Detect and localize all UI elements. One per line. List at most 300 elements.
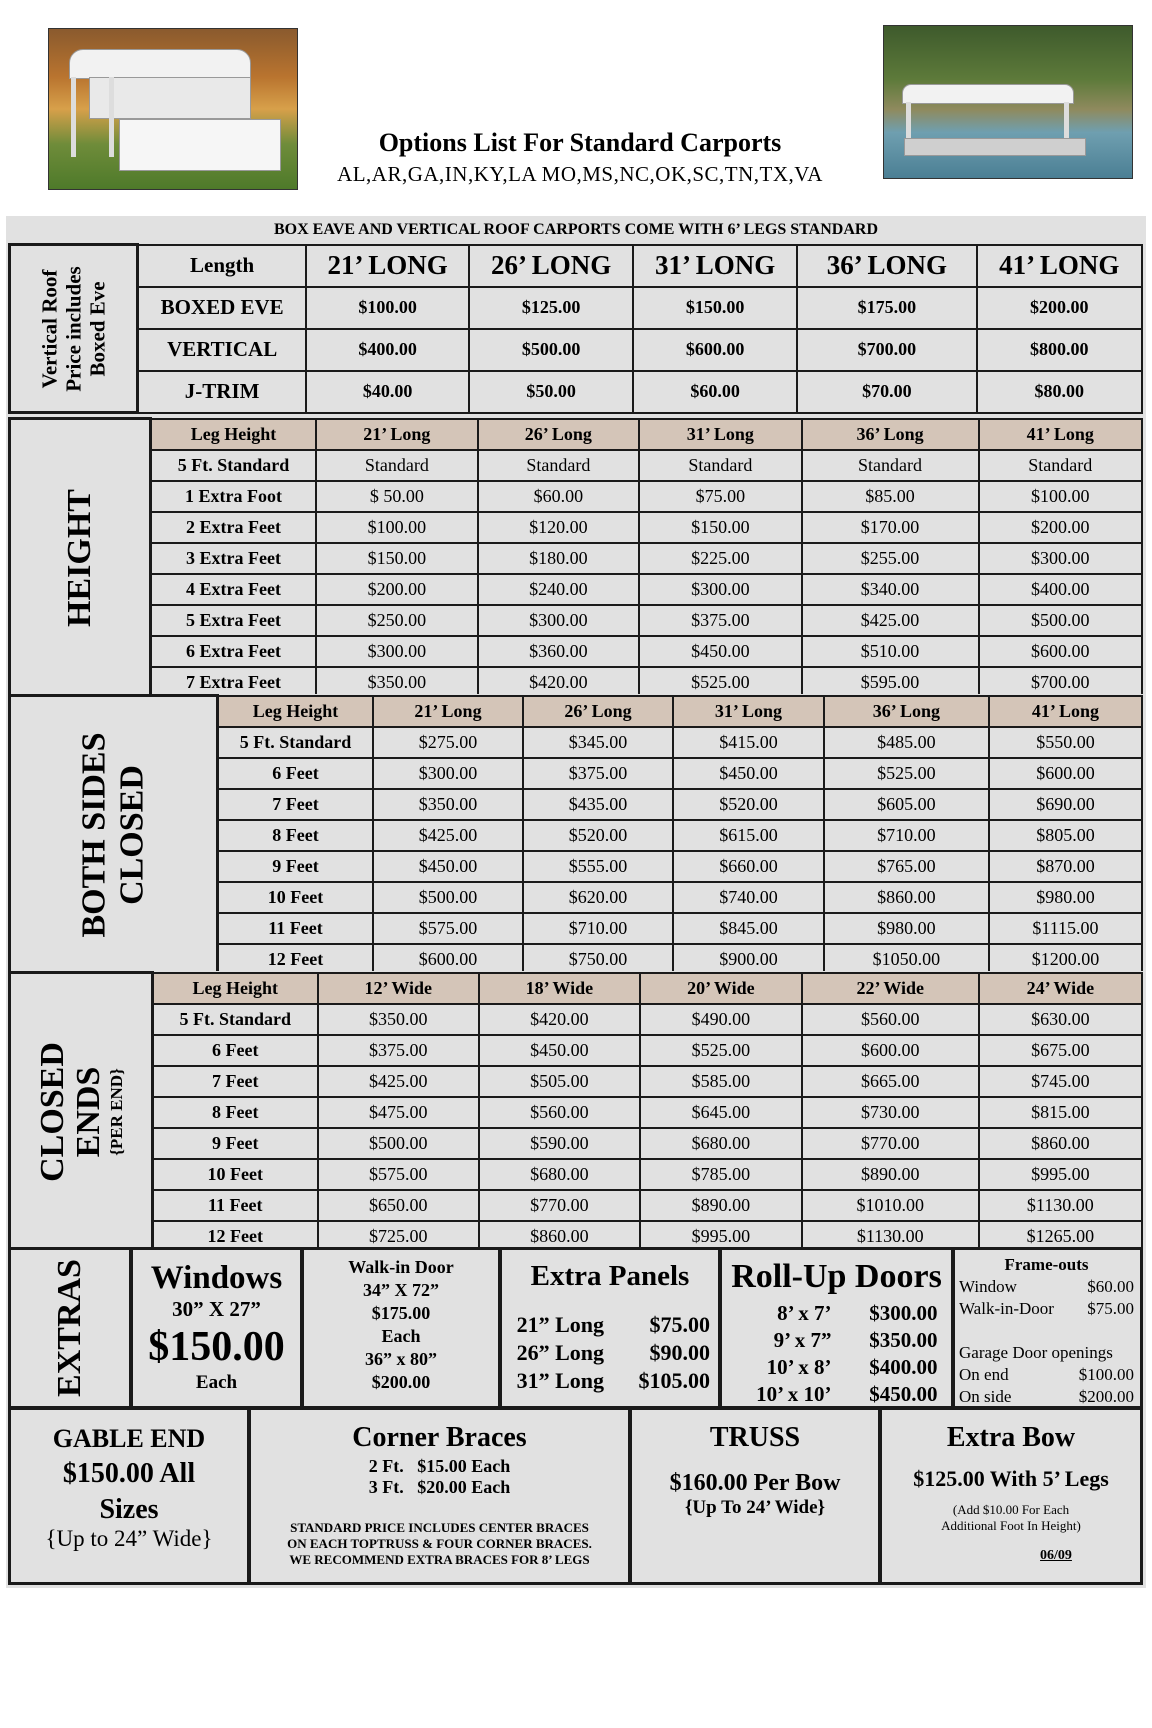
table-cell: $450.00 [639, 636, 801, 667]
table-cell: $375.00 [639, 605, 801, 636]
both-sides-side-label [10, 696, 218, 975]
table-cell: $1010.00 [802, 1190, 979, 1221]
table-cell: $525.00 [824, 758, 989, 789]
table-cell: $700.00 [797, 329, 976, 371]
table-cell: $375.00 [318, 1035, 479, 1066]
table-row [10, 1004, 1143, 1035]
table-row [10, 574, 1143, 605]
row-label: 2 Extra Feet [150, 512, 316, 543]
table-cell: Standard [316, 450, 478, 481]
table-cell: $150.00 [316, 543, 478, 574]
table-cell: $300.00 [316, 636, 478, 667]
table-cell: $730.00 [802, 1097, 979, 1128]
roll-up-doors-box [719, 1247, 954, 1409]
bow-price: $125.00 With 5’ Legs [913, 1466, 1109, 1491]
table-cell: $100.00 [979, 481, 1143, 512]
table-header-cell: 12’ Wide [318, 973, 479, 1004]
corner-note-2: ON EACH TOPTRUSS & FOUR CORNER BRACES. [287, 1536, 592, 1551]
table-cell: $600.00 [373, 944, 523, 975]
table-header-cell: 31’ LONG [633, 245, 797, 287]
table-cell: $525.00 [640, 1035, 802, 1066]
table-cell: $815.00 [979, 1097, 1142, 1128]
gable-price: $150.00 All [62, 1458, 196, 1489]
on-end-label: On end [959, 1365, 1009, 1384]
closed-ends-label-3: {PER END} [106, 1068, 126, 1156]
table-cell: $770.00 [479, 1190, 640, 1221]
table-row [10, 1066, 1143, 1097]
corner-line-1: 2 Ft. $15.00 Each [368, 1456, 511, 1476]
row-label: 5 Extra Feet [150, 605, 316, 636]
table-row [10, 1035, 1143, 1066]
row-label: 5 Ft. Standard [150, 450, 316, 481]
table-cell: $340.00 [802, 574, 979, 605]
table-row [10, 605, 1143, 636]
table-cell: $200.00 [979, 512, 1143, 543]
both-sides-label-2: CLOSED [113, 765, 151, 905]
windows-title: Windows [150, 1260, 283, 1296]
table-cell: $255.00 [802, 543, 979, 574]
table-cell: $300.00 [979, 543, 1143, 574]
closed-ends-label-1: CLOSED [33, 1042, 71, 1182]
row-label: J-TRIM [138, 371, 306, 413]
table-cell: $710.00 [824, 820, 989, 851]
table-cell: $500.00 [373, 882, 523, 913]
table-cell: $300.00 [639, 574, 801, 605]
row-label: 9 Feet [218, 851, 373, 882]
table-row [10, 1190, 1143, 1221]
table-cell: $660.00 [673, 851, 824, 882]
list-item [502, 1367, 718, 1395]
row-label: 11 Feet [152, 1190, 317, 1221]
table-cell: $450.00 [373, 851, 523, 882]
table-cell: $900.00 [673, 944, 824, 975]
table-row [10, 667, 1143, 698]
row-label: 8 Feet [152, 1097, 317, 1128]
table-cell: $995.00 [640, 1221, 802, 1252]
table-cell: $250.00 [316, 605, 478, 636]
list-item [502, 1339, 718, 1367]
table-cell: $575.00 [318, 1159, 479, 1190]
windows-unit: Each [195, 1372, 238, 1393]
table-header-cell: 26’ Long [523, 696, 673, 727]
table-cell: $225.00 [639, 543, 801, 574]
table-header-cell: 41’ Long [979, 419, 1143, 450]
closed-ends-side-label [10, 973, 153, 1252]
table-cell: $350.00 [318, 1004, 479, 1035]
table-cell: $600.00 [633, 329, 797, 371]
walkin-size-1: 34” X 72” [363, 1280, 439, 1300]
table-cell: $425.00 [802, 605, 979, 636]
row-label: 6 Extra Feet [150, 636, 316, 667]
table-cell: $490.00 [640, 1004, 802, 1035]
item-price: $350.00 [869, 1328, 938, 1352]
table-cell: $425.00 [373, 820, 523, 851]
table-cell: $450.00 [479, 1035, 640, 1066]
table-cell: $ 50.00 [316, 481, 478, 512]
table-cell: $300.00 [373, 758, 523, 789]
table-cell: $425.00 [318, 1066, 479, 1097]
table-cell: $700.00 [979, 667, 1143, 698]
table-cell: $860.00 [479, 1221, 640, 1252]
table-cell: $870.00 [989, 851, 1142, 882]
table-cell: $615.00 [673, 820, 824, 851]
windows-price: $150.00 [148, 1324, 285, 1370]
table-cell: $435.00 [523, 789, 673, 820]
height-table [8, 417, 1143, 699]
table-cell: $595.00 [802, 667, 979, 698]
windows-size: 30” X 27” [172, 1297, 261, 1321]
row-label: 6 Feet [152, 1035, 317, 1066]
bow-note-1: (Add $10.00 For Each [952, 1502, 1070, 1517]
extra-panels-box [499, 1247, 721, 1409]
corner-line-2: 3 Ft. $20.00 Each [368, 1477, 511, 1497]
gable-end-box [8, 1407, 250, 1585]
table-header-cell: 36’ LONG [797, 245, 976, 287]
table-cell: $150.00 [633, 287, 797, 329]
on-side-label: On side [959, 1387, 1012, 1406]
table-cell: $1115.00 [989, 913, 1142, 944]
row-label: 1 Extra Foot [150, 481, 316, 512]
table-cell: $100.00 [306, 287, 469, 329]
row-label: 4 Extra Feet [150, 574, 316, 605]
side-label-line: Boxed Eve [85, 280, 110, 377]
table-cell: $500.00 [469, 329, 632, 371]
table-cell: $650.00 [318, 1190, 479, 1221]
list-item [722, 1300, 951, 1327]
table-cell: $1050.00 [824, 944, 989, 975]
table-cell: $415.00 [673, 727, 824, 758]
item-price: $300.00 [869, 1301, 938, 1325]
row-label: 5 Ft. Standard [152, 1004, 317, 1035]
table-cell: $360.00 [478, 636, 640, 667]
table-row [10, 1097, 1143, 1128]
table-cell: $450.00 [673, 758, 824, 789]
extra-bow-box [879, 1407, 1143, 1585]
table-cell: $60.00 [633, 371, 797, 413]
row-label: 11 Feet [218, 913, 373, 944]
table-row [10, 512, 1143, 543]
table-header-cell: 20’ Wide [640, 973, 802, 1004]
closed-ends-table [8, 971, 1143, 1253]
row-label: VERTICAL [138, 329, 306, 371]
walkin-door-box [301, 1247, 501, 1409]
gable-sizes: Sizes [99, 1494, 159, 1525]
table-cell: $645.00 [640, 1097, 802, 1128]
table-cell: $845.00 [673, 913, 824, 944]
windows-box [130, 1247, 303, 1409]
frameout-window-label: Window [959, 1277, 1017, 1296]
table-cell: $560.00 [802, 1004, 979, 1035]
row-label: 12 Feet [218, 944, 373, 975]
table-cell: $525.00 [639, 667, 801, 698]
table-cell: $80.00 [977, 371, 1143, 413]
table-cell: $590.00 [479, 1128, 640, 1159]
table-cell: $1130.00 [802, 1221, 979, 1252]
gable-title: GABLE END [52, 1424, 206, 1453]
item-label: 26” Long [516, 1340, 604, 1365]
table-row [10, 1128, 1143, 1159]
table-cell: $485.00 [824, 727, 989, 758]
corner-note-1: STANDARD PRICE INCLUDES CENTER BRACES [290, 1520, 589, 1535]
table-cell: $505.00 [479, 1066, 640, 1097]
legs-standard-note: BOX EAVE AND VERTICAL ROOF CARPORTS COME WITH 6’ LEGS STANDARD [273, 221, 878, 238]
row-label: 8 Feet [218, 820, 373, 851]
section-header-row [10, 419, 1143, 450]
table-cell: $1130.00 [979, 1190, 1142, 1221]
table-cell: $600.00 [802, 1035, 979, 1066]
table-row [10, 450, 1143, 481]
height-label: HEIGHT [60, 489, 98, 627]
item-label: 31” Long [516, 1368, 604, 1393]
table-cell: $175.00 [797, 287, 976, 329]
table-cell: $600.00 [989, 758, 1142, 789]
row-label: 5 Ft. Standard [218, 727, 373, 758]
row-label: 7 Extra Feet [150, 667, 316, 698]
table-cell: $345.00 [523, 727, 673, 758]
table-cell: $800.00 [977, 329, 1143, 371]
panels-title: Extra Panels [530, 1260, 690, 1292]
table-cell: Standard [979, 450, 1143, 481]
extras-label: EXTRAS [51, 1259, 88, 1397]
table-row [10, 481, 1143, 512]
page-title: Options List For Standard Carports [378, 128, 782, 157]
table-cell: $350.00 [316, 667, 478, 698]
table-cell: $785.00 [640, 1159, 802, 1190]
table-cell: $420.00 [479, 1004, 640, 1035]
table-cell: $750.00 [523, 944, 673, 975]
side-label-line: Price includes [61, 265, 86, 392]
item-label: 10’ x 8’ [766, 1355, 832, 1379]
gable-note: {Up to 24” Wide} [45, 1526, 213, 1551]
row-label: 7 Feet [218, 789, 373, 820]
table-cell: $745.00 [979, 1066, 1142, 1097]
table-header-cell: 36’ Long [802, 419, 979, 450]
corner-braces-box [248, 1407, 631, 1585]
table-cell: $575.00 [373, 913, 523, 944]
table-cell: $665.00 [802, 1066, 979, 1097]
table-cell: $585.00 [640, 1066, 802, 1097]
bow-note-2: Additional Foot In Height) [941, 1518, 1081, 1533]
table-cell: $770.00 [802, 1128, 979, 1159]
walkin-title: Walk-in Door [348, 1257, 454, 1277]
table-header-cell: 21’ Long [373, 696, 523, 727]
table-cell: $805.00 [989, 820, 1142, 851]
table-cell: $630.00 [979, 1004, 1142, 1035]
on-side-price: $200.00 [1078, 1387, 1134, 1406]
table-row [10, 543, 1143, 574]
table-cell: $500.00 [979, 605, 1143, 636]
corner-title: Corner Braces [352, 1422, 527, 1453]
table-cell: Standard [639, 450, 801, 481]
table-header-cell: 41’ Long [989, 696, 1142, 727]
both-sides-closed-table [8, 694, 1143, 976]
table-cell: $350.00 [373, 789, 523, 820]
table-cell: $550.00 [989, 727, 1142, 758]
table-header-cell: Leg Height [150, 419, 316, 450]
bow-title: Extra Bow [946, 1422, 1076, 1453]
table-cell: $400.00 [979, 574, 1143, 605]
list-item [722, 1354, 951, 1381]
table-cell: $890.00 [640, 1190, 802, 1221]
frameout-walkin-price: $75.00 [1087, 1299, 1134, 1318]
revision-date: 06/09 [1040, 1548, 1072, 1563]
side-label-line: Vertical Roof [37, 269, 62, 388]
table-cell: $675.00 [979, 1035, 1142, 1066]
table-header-cell: 41’ LONG [977, 245, 1143, 287]
walkin-unit: Each [381, 1326, 421, 1346]
base-price-table [8, 243, 1143, 414]
walkin-size-2: 36” x 80” [365, 1349, 437, 1369]
table-cell: $995.00 [979, 1159, 1142, 1190]
table-cell: $980.00 [824, 913, 989, 944]
boat-carport-photo-right [883, 25, 1133, 179]
item-label: 10’ x 10’ [756, 1382, 832, 1406]
table-header-cell: 26’ Long [478, 419, 640, 450]
table-cell: $275.00 [373, 727, 523, 758]
table-cell: $75.00 [639, 481, 801, 512]
table-row [10, 371, 1143, 413]
table-cell: $680.00 [479, 1159, 640, 1190]
table-cell: $300.00 [478, 605, 640, 636]
table-header-cell: 24’ Wide [979, 973, 1142, 1004]
extras-side-label [8, 1247, 132, 1409]
table-header-cell: 22’ Wide [802, 973, 979, 1004]
row-label: 12 Feet [152, 1221, 317, 1252]
table-cell: $605.00 [824, 789, 989, 820]
truss-title: TRUSS [709, 1422, 801, 1453]
table-cell: $60.00 [478, 481, 640, 512]
table-cell: $690.00 [989, 789, 1142, 820]
table-cell: $170.00 [802, 512, 979, 543]
garage-openings-title: Garage Door openings [959, 1343, 1113, 1362]
frame-outs-box [952, 1247, 1143, 1409]
table-cell: $560.00 [479, 1097, 640, 1128]
table-cell: $620.00 [523, 882, 673, 913]
table-cell: $860.00 [979, 1128, 1142, 1159]
table-header-cell: 31’ Long [639, 419, 801, 450]
table-row [10, 1159, 1143, 1190]
item-label: 9’ x 7” [773, 1328, 832, 1352]
table-cell: $510.00 [802, 636, 979, 667]
table-row [10, 329, 1143, 371]
table-cell: $200.00 [316, 574, 478, 605]
row-label: 7 Feet [152, 1066, 317, 1097]
table-header-cell: 26’ LONG [469, 245, 632, 287]
rollup-list [722, 1300, 951, 1408]
table-cell: $710.00 [523, 913, 673, 944]
table-cell: $100.00 [316, 512, 478, 543]
item-price: $75.00 [649, 1312, 710, 1337]
frameout-window-price: $60.00 [1087, 1277, 1134, 1296]
walkin-price-1: $175.00 [371, 1303, 431, 1323]
row-label: 6 Feet [218, 758, 373, 789]
row-label: 10 Feet [218, 882, 373, 913]
table-row [10, 287, 1143, 329]
table-cell: $725.00 [318, 1221, 479, 1252]
table-cell: $520.00 [523, 820, 673, 851]
rollup-title: Roll-Up Doors [731, 1258, 942, 1295]
table-cell: $1265.00 [979, 1221, 1142, 1252]
table-cell: $600.00 [979, 636, 1143, 667]
table-cell: $1200.00 [989, 944, 1142, 975]
section-header-row [10, 973, 1143, 1004]
table-header-cell: 18’ Wide [479, 973, 640, 1004]
row-label: BOXED EVE [138, 287, 306, 329]
table-header-cell: 36’ Long [824, 696, 989, 727]
closed-ends-label-2: ENDS [69, 1066, 107, 1158]
item-label: 8’ x 7’ [777, 1301, 832, 1325]
table-cell: $860.00 [824, 882, 989, 913]
table-header-cell: 21’ Long [316, 419, 478, 450]
truss-price: $160.00 Per Bow [669, 1470, 841, 1496]
table-cell: $240.00 [478, 574, 640, 605]
height-side-label [10, 419, 151, 698]
table-cell: $555.00 [523, 851, 673, 882]
table-cell: $520.00 [673, 789, 824, 820]
table-cell: $420.00 [478, 667, 640, 698]
table-cell: $375.00 [523, 758, 673, 789]
table-cell: $120.00 [478, 512, 640, 543]
table-cell: $125.00 [469, 287, 632, 329]
table-cell: $475.00 [318, 1097, 479, 1128]
row-label: 3 Extra Feet [150, 543, 316, 574]
table-header-cell: 21’ LONG [306, 245, 469, 287]
table-cell: $40.00 [306, 371, 469, 413]
table-cell: $70.00 [797, 371, 976, 413]
table-cell: Standard [802, 450, 979, 481]
table-cell: $680.00 [640, 1128, 802, 1159]
both-sides-label-1: BOTH SIDES [75, 732, 113, 938]
table-cell: Standard [478, 450, 640, 481]
section-header-row [10, 696, 1143, 727]
list-item [502, 1311, 718, 1339]
walkin-price-2: $200.00 [371, 1372, 431, 1392]
table-header-cell: 31’ Long [673, 696, 824, 727]
table-cell: $200.00 [977, 287, 1143, 329]
truss-note: {Up To 24’ Wide} [684, 1497, 826, 1518]
list-item [722, 1327, 951, 1354]
item-price: $400.00 [869, 1355, 938, 1379]
table-cell: $150.00 [639, 512, 801, 543]
table-cell: $500.00 [318, 1128, 479, 1159]
carport-photo-left [48, 28, 298, 190]
vertical-roof-side-label [10, 245, 138, 413]
item-label: 21” Long [516, 1312, 604, 1337]
panels-list [502, 1311, 718, 1395]
on-end-price: $100.00 [1078, 1365, 1134, 1384]
table-cell: $400.00 [306, 329, 469, 371]
item-price: $90.00 [649, 1340, 710, 1365]
table-cell: $890.00 [802, 1159, 979, 1190]
frameouts-title: Frame-outs [1004, 1255, 1089, 1274]
truss-box [629, 1407, 881, 1585]
frameout-walkin-label: Walk-in-Door [959, 1299, 1054, 1318]
list-item [722, 1381, 951, 1408]
item-price: $450.00 [869, 1382, 938, 1406]
corner-note-3: WE RECOMMEND EXTRA BRACES FOR 8’ LEGS [289, 1552, 590, 1567]
row-label: 9 Feet [152, 1128, 317, 1159]
states-list: AL,AR,GA,IN,KY,LA MO,MS,NC,OK,SC,TN,TX,VA [337, 162, 823, 186]
table-cell: $980.00 [989, 882, 1142, 913]
row-label: 10 Feet [152, 1159, 317, 1190]
table-header-cell: Leg Height [152, 973, 317, 1004]
table-cell: $50.00 [469, 371, 632, 413]
table-cell: $180.00 [478, 543, 640, 574]
table-cell: $765.00 [824, 851, 989, 882]
item-price: $105.00 [638, 1368, 710, 1393]
table-row [10, 636, 1143, 667]
table-header-cell: Length [138, 245, 306, 287]
